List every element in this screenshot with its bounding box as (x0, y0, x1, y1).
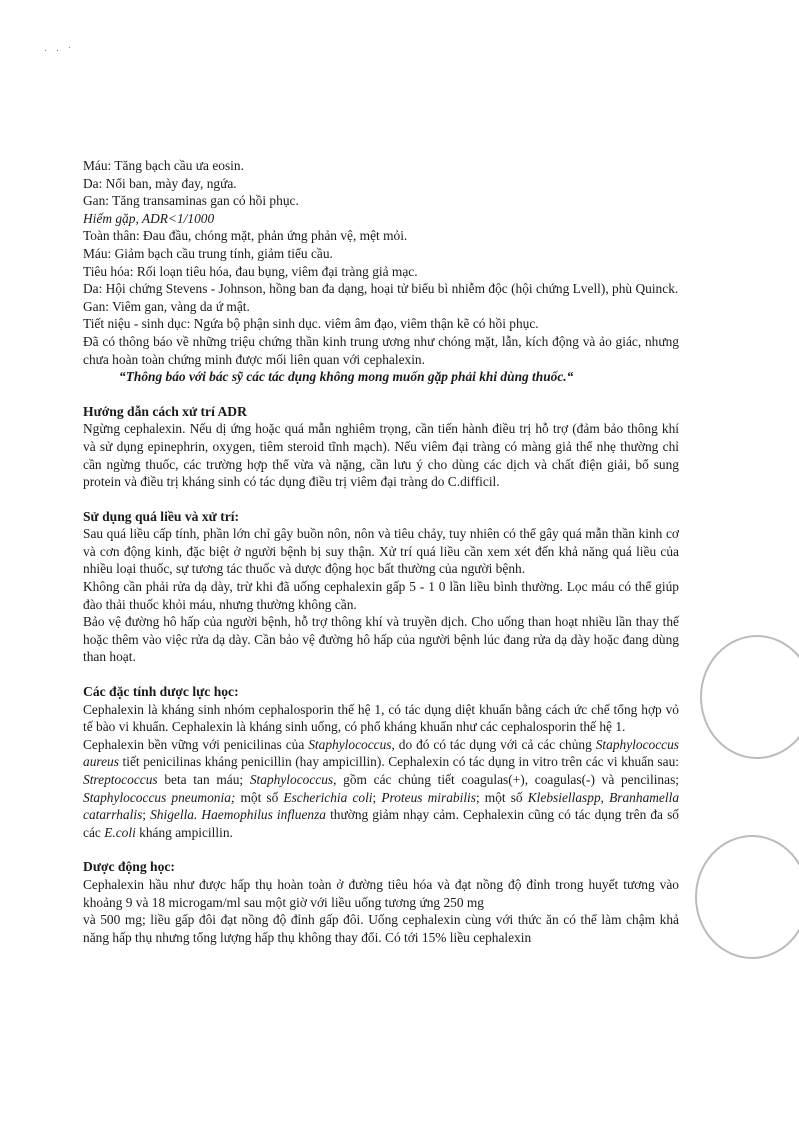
adr-line-liver: Gan: Tăng transaminas gan có hồi phục. (83, 193, 299, 209)
company-stamp-secondary (695, 835, 799, 959)
pharmacokinetics-line: Cephalexin hầu như được hấp thụ hoàn toàn ở đường tiêu hóa và đạt nồng độ đỉnh trong huyết tương vào khoảng 9 và 18 microgam/ml sau một giờ với liều uống tương ứng 250 mg (83, 876, 679, 910)
adr-guide-section (83, 403, 679, 491)
adr-line-blood: Máu: Tăng bạch cầu ưa eosin. (83, 158, 244, 173)
rare-heading: Hiếm gặp, ADR<1/1000 (83, 210, 215, 226)
rare-line-skin: Da: Hội chứng Stevens - Johnson, hồng ban đa dạng, hoại tử biểu bì nhiễm độc (hội chứng Lvell), phù Quinck. (83, 281, 679, 297)
company-stamp (700, 635, 799, 759)
pharmacodynamics-heading: Các đặc tính dược lực học: (83, 684, 239, 700)
adr-line-skin: Da: Nổi ban, mày đay, ngứa. (83, 175, 237, 191)
pharmacodynamics-paragraph: Cephalexin là kháng sinh nhóm cephalosporin thế hệ 1, có tác dụng diệt khuẩn bằng cách ức chế tổng hợp vỏ tế bào vi khuẩn. Cephalexin là kháng sinh uống, có phổ kháng khuẩn như các cephalosporin thế hệ 1. (83, 701, 679, 735)
adr-guide-heading: Hướng dẫn cách xử trí ADR (83, 403, 247, 419)
rare-line-cns: Đã có thông báo về những triệu chứng thần kinh trung ương như chóng mặt, lẫn, kích động và ảo giác, nhưng chưa hoàn toàn chứng minh được mối liên quan với cephalexin. (83, 333, 679, 367)
adr-section (83, 157, 679, 386)
overdose-paragraph: Không cần phải rửa dạ dày, trừ khi đã uống cephalexin gấp 5 - 1 0 lần liều bình thường. Lọc máu có thể giúp đào thải thuốc khỏi máu, nhưng thường không cần. (83, 579, 679, 612)
overdose-paragraph: Bảo vệ đường hô hấp của người bệnh, hỗ trợ thông khí và truyền dịch. Cho uống than hoạt nhiều lần thay thế hoặc thêm vào việc rửa dạ dày. Cần bảo vệ đường hô hấp của người bệnh lúc đang rửa dạ dày hoặc đang dùng than hoạt. (83, 614, 679, 665)
rare-line-body: Toàn thân: Đau đầu, chóng mặt, phản ứng phản vệ, mệt mỏi. (83, 228, 408, 244)
overdose-heading: Sử dụng quá liều và xử trí: (83, 508, 240, 524)
rare-line-urinary: Tiết niệu - sinh dục: Ngứa bộ phận sinh dục. viêm âm đạo, viêm thận kẽ có hồi phục. (83, 316, 539, 332)
pharmacokinetics-heading: Dược động học: (83, 859, 175, 875)
rare-line-digestive: Tiêu hóa: Rối loạn tiêu hóa, đau bụng, viêm đại tràng giả mạc. (83, 263, 418, 279)
pharmacokinetics-section (83, 858, 679, 946)
overdose-paragraph: Sau quá liều cấp tính, phần lớn chỉ gây buồn nôn, nôn và tiêu chảy, tuy nhiên có thể gây quá mẫn thần kinh cơ và cơn động kinh, đặc biệt ở người bệnh bị suy thận. Xử trí quá liều cần xem xét đến khả năng quá liều của nhiều loại thuốc, sự tương tác thuốc và dược động học bất thường của người bệnh. (83, 526, 679, 577)
rare-line-liver: Gan: Viêm gan, vàng da ứ mật. (83, 298, 250, 314)
scan-marks: · · ˙ (44, 46, 74, 57)
overdose-section (83, 508, 679, 666)
pharmacodynamics-spectrum: Cephalexin bền vững với penicilinas của Staphylococcus, do đó có tác dụng với cả các chủng Staphylococcus aureus tiết penicilinas kháng penicillin (hay ampicillin). Cephalexin có tác dụng in vitro trên các vi khuẩn sau: Streptococcus beta tan máu; Staphylococcus, gồm các chủng tiết coagulas(+), coagulas(-) và pencilinas; Staphylococcus pneumonia; một số Escherichia coli; Proteus mirabilis; một số Klebsiellaspp, Branhamella catarrhalis; Shigella. Haemophilus influenza thường giảm nhạy cảm. Cephalexin cũng có tác dụng trên đa số các E.coli kháng ampicillin. (83, 736, 680, 840)
doctor-notice: “Thông báo với bác sỹ các tác dụng không mong muốn gặp phải khi dùng thuốc.“ (119, 369, 574, 385)
rare-line-blood: Máu: Giảm bạch cầu trung tính, giảm tiểu cầu. (83, 245, 333, 261)
pharmacodynamics-section (83, 683, 679, 841)
adr-guide-text: Ngừng cephalexin. Nếu dị ứng hoặc quá mẫn nghiêm trọng, cần tiến hành điều trị hỗ trợ (đảm bảo thông khí và sử dụng epinephrin, oxygen, tiêm steroid tĩnh mạch). Nếu viêm đại tràng có màng giả thể nhẹ thường chỉ cần ngừng thuốc, các trường hợp thể vừa và nặng, cần lưu ý cho dùng các dịch và chất điện giải, bổ sung protein và điều trị kháng sinh có tác dụng điều trị viêm đại tràng do C.difficil. (83, 421, 679, 490)
pharmacokinetics-line: và 500 mg; liều gấp đôi đạt nồng độ đỉnh gấp đôi. Uống cephalexin cùng với thức ăn có thể làm chậm khả năng hấp thụ nhưng tổng lượng hấp thụ không thay đổi. Có tới 15% liều cephalexin (83, 912, 679, 945)
document-body (83, 157, 679, 946)
